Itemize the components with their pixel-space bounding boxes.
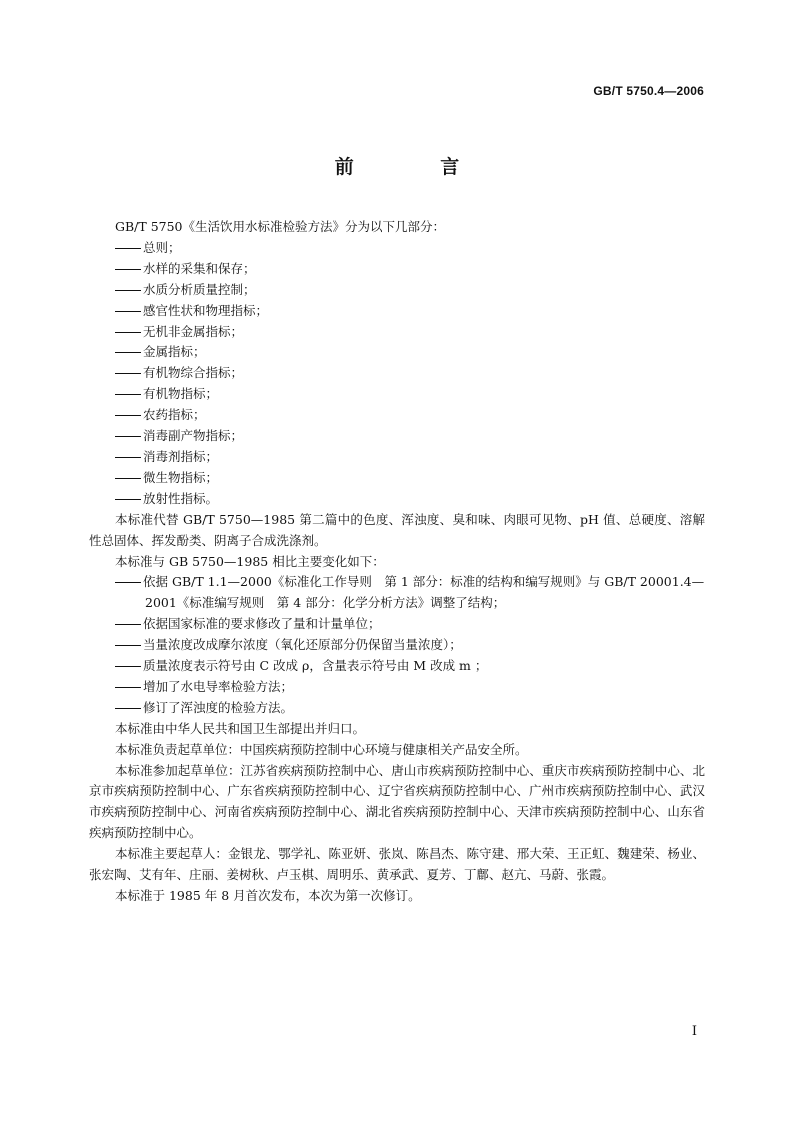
list-item: 无机非金属指标； <box>89 322 705 343</box>
list-item: 消毒剂指标； <box>89 447 705 468</box>
replace-paragraph: 本标准代替 GB/T 5750—1985 第二篇中的色度、浑浊度、臭和味、肉眼可见物、pH 值、总硬度、溶解性总固体、挥发酚类、阴离子合成洗涤剂。 <box>89 511 705 548</box>
drafters-paragraph: 本标准主要起草人：金银龙、鄂学礼、陈亚妍、张岚、陈昌杰、陈守建、邢大荣、王正虹、魏建荣、杨业、张宏陶、艾有年、庄丽、姜树秋、卢玉棋、周明乐、黄承武、夏芳、丁鄜、赵亢、马蔚、张霞。 <box>89 846 705 883</box>
page-number: Ⅰ <box>691 1024 697 1039</box>
responsible-paragraph: 本标准负责起草单位：中国疾病预防控制中心环境与健康相关产品安全所。 <box>115 741 528 757</box>
standard-code: GB/T 5750.4—2006 <box>593 84 704 98</box>
list-item: 依据 GB/T 1.1—2000《标准化工作导则 第 1 部分：标准的结构和编写规则》与 GB/T 20001.4—2001《标准编写规则 第 4 部分：化学分析方法》调整了结构； <box>89 572 705 614</box>
list-item: 水样的采集和保存； <box>89 259 705 280</box>
proposer-paragraph: 本标准由中华人民共和国卫生部提出并归口。 <box>115 720 366 736</box>
list-item: 农药指标； <box>89 405 705 426</box>
list-item: 微生物指标； <box>89 468 705 489</box>
history-paragraph: 本标准于 1985 年 8 月首次发布，本次为第一次修订。 <box>115 888 421 903</box>
parts-list <box>89 238 705 510</box>
list-item: 有机物综合指标； <box>89 363 705 384</box>
participants-paragraph: 本标准参加起草单位：江苏省疾病预防控制中心、唐山市疾病预防控制中心、重庆市疾病预防控制中心、北京市疾病预防控制中心、广东省疾病预防控制中心、辽宁省疾病预防控制中心、广州市疾病预防控制中心、武汉市疾病预防控制中心、河南省疾病预防控制中心、湖北省疾病预防控制中心、天津市疾病预防控制中心、山东省疾病预防控制中心。 <box>89 762 705 841</box>
list-item: 总则； <box>89 238 705 259</box>
list-item: 水质分析质量控制； <box>89 280 705 301</box>
list-item: 感官性状和物理指标； <box>89 301 705 322</box>
list-item: 增加了水电导率检验方法； <box>89 677 705 698</box>
list-item: 放射性指标。 <box>89 489 705 510</box>
list-item: 修订了浑浊度的检验方法。 <box>89 698 705 719</box>
list-item: 当量浓度改成摩尔浓度（氧化还原部分仍保留当量浓度）； <box>89 635 705 656</box>
document-body <box>89 217 705 907</box>
list-item: 依据国家标准的要求修改了量和计量单位； <box>89 614 705 635</box>
intro-paragraph: GB/T 5750《生活饮用水标准检验方法》分为以下几部分： <box>115 219 446 234</box>
changes-intro: 本标准与 GB 5750—1985 相比主要变化如下： <box>115 553 385 569</box>
list-item: 金属指标； <box>89 342 705 363</box>
changes-list <box>89 572 705 718</box>
list-item: 消毒副产物指标； <box>89 426 705 447</box>
list-item: 有机物指标； <box>89 384 705 405</box>
page-title: 前 言 <box>334 156 500 178</box>
list-item: 质量浓度表示符号由 C 改成 ρ，含量表示符号由 M 改成 m ； <box>89 656 705 677</box>
